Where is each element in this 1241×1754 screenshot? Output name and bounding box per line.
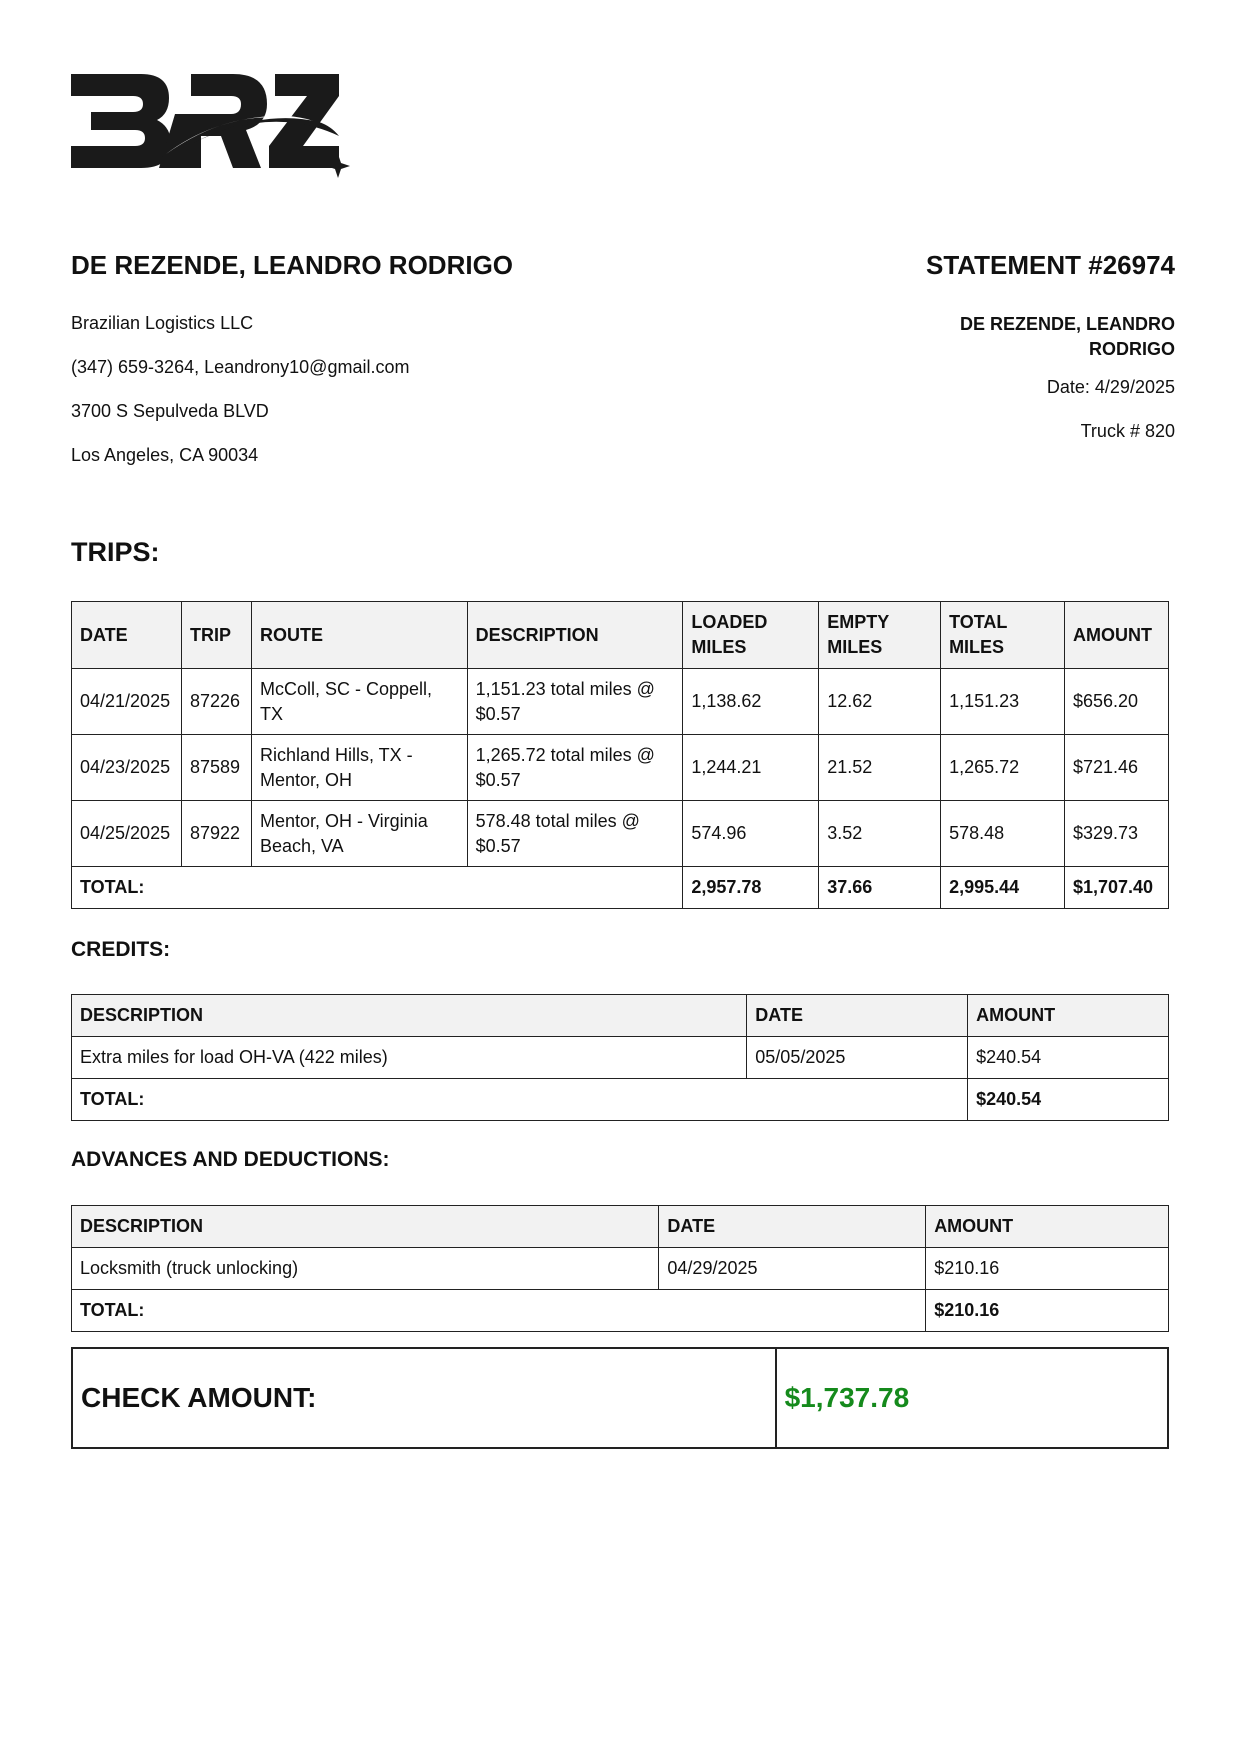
column-header: ROUTE bbox=[251, 602, 467, 669]
truck-number: Truck # 820 bbox=[1080, 421, 1175, 441]
column-header: EMPTY MILES bbox=[819, 602, 941, 669]
trip-date: 04/23/2025 bbox=[72, 735, 182, 801]
total-miles: 578.48 bbox=[941, 801, 1065, 867]
total-loaded-miles: 2,957.78 bbox=[683, 867, 819, 909]
check-amount-label: CHECK AMOUNT: bbox=[72, 1348, 776, 1448]
column-header: AMOUNT bbox=[968, 995, 1169, 1037]
total-total-miles: 2,995.44 bbox=[941, 867, 1065, 909]
total-miles: 1,265.72 bbox=[941, 735, 1065, 801]
check-amount-value: $1,737.78 bbox=[776, 1348, 1168, 1448]
empty-miles: 21.52 bbox=[819, 735, 941, 801]
loaded-miles: 574.96 bbox=[683, 801, 819, 867]
column-header: DESCRIPTION bbox=[72, 1206, 659, 1248]
contact-info: (347) 659-3264, Leandrony10@gmail.com bbox=[71, 357, 410, 377]
trip-amount: $721.46 bbox=[1064, 735, 1168, 801]
total-label: TOTAL: bbox=[72, 867, 683, 909]
table-row bbox=[72, 669, 1169, 735]
loaded-miles: 1,244.21 bbox=[683, 735, 819, 801]
trip-date: 04/25/2025 bbox=[72, 801, 182, 867]
column-header: TOTAL MILES bbox=[941, 602, 1065, 669]
check-row bbox=[72, 1348, 1168, 1448]
statement-date: Date: 4/29/2025 bbox=[1046, 377, 1175, 397]
credits-title: CREDITS: bbox=[71, 938, 171, 961]
column-header: AMOUNT bbox=[1064, 602, 1168, 669]
column-header: DESCRIPTION bbox=[467, 602, 683, 669]
table-row bbox=[72, 735, 1169, 801]
trips-table bbox=[71, 601, 1169, 909]
total-empty-miles: 37.66 bbox=[819, 867, 941, 909]
trip-route: Mentor, OH - Virginia Beach, VA bbox=[251, 801, 467, 867]
credit-amount: $240.54 bbox=[968, 1037, 1169, 1079]
deductions-total-amount: $210.16 bbox=[926, 1290, 1169, 1332]
statement-name-line-2: RODRIGO bbox=[1088, 339, 1175, 359]
credit-description: Extra miles for load OH-VA (422 miles) bbox=[72, 1037, 747, 1079]
deduction-date: 04/29/2025 bbox=[659, 1248, 926, 1290]
total-trip-amount: $1,707.40 bbox=[1064, 867, 1168, 909]
trip-number: 87922 bbox=[181, 801, 251, 867]
brz-logo-icon bbox=[71, 74, 381, 194]
deductions-title: ADVANCES AND DEDUCTIONS: bbox=[71, 1148, 390, 1171]
table-row bbox=[72, 1248, 1169, 1290]
deduction-amount: $210.16 bbox=[926, 1248, 1169, 1290]
credit-date: 05/05/2025 bbox=[747, 1037, 968, 1079]
address-line-1: 3700 S Sepulveda BLVD bbox=[71, 401, 269, 421]
statement-name-line-1: DE REZENDE, LEANDRO bbox=[959, 314, 1175, 334]
table-header-row bbox=[72, 1206, 1169, 1248]
column-header: DATE bbox=[747, 995, 968, 1037]
loaded-miles: 1,138.62 bbox=[683, 669, 819, 735]
column-header: DATE bbox=[659, 1206, 926, 1248]
total-label: TOTAL: bbox=[72, 1290, 926, 1332]
trip-number: 87226 bbox=[181, 669, 251, 735]
trips-title: TRIPS: bbox=[71, 537, 160, 567]
column-header: AMOUNT bbox=[926, 1206, 1169, 1248]
table-row bbox=[72, 801, 1169, 867]
trip-route: McColl, SC - Coppell, TX bbox=[251, 669, 467, 735]
trip-description: 1,265.72 total miles @ $0.57 bbox=[467, 735, 683, 801]
driver-name: DE REZENDE, LEANDRO RODRIGO bbox=[71, 250, 514, 280]
trip-amount: $329.73 bbox=[1064, 801, 1168, 867]
column-header: DATE bbox=[72, 602, 182, 669]
column-header: DESCRIPTION bbox=[72, 995, 747, 1037]
empty-miles: 12.62 bbox=[819, 669, 941, 735]
deductions-total-row bbox=[72, 1290, 1169, 1332]
deduction-description: Locksmith (truck unlocking) bbox=[72, 1248, 659, 1290]
credits-table bbox=[71, 994, 1169, 1121]
total-miles: 1,151.23 bbox=[941, 669, 1065, 735]
column-header: LOADED MILES bbox=[683, 602, 819, 669]
trip-description: 1,151.23 total miles @ $0.57 bbox=[467, 669, 683, 735]
credits-total-amount: $240.54 bbox=[968, 1079, 1169, 1121]
trip-date: 04/21/2025 bbox=[72, 669, 182, 735]
trip-description: 578.48 total miles @ $0.57 bbox=[467, 801, 683, 867]
trips-total-row bbox=[72, 867, 1169, 909]
driver-info bbox=[71, 312, 409, 488]
statement-title: STATEMENT #26974 bbox=[925, 250, 1175, 280]
trip-number: 87589 bbox=[181, 735, 251, 801]
trip-amount: $656.20 bbox=[1064, 669, 1168, 735]
company-name: Brazilian Logistics LLC bbox=[71, 313, 254, 333]
column-header: TRIP bbox=[181, 602, 251, 669]
address-line-2: Los Angeles, CA 90034 bbox=[71, 445, 259, 465]
trip-route: Richland Hills, TX - Mentor, OH bbox=[251, 735, 467, 801]
statement-driver-name bbox=[915, 312, 1175, 362]
credits-total-row bbox=[72, 1079, 1169, 1121]
total-label: TOTAL: bbox=[72, 1079, 968, 1121]
deductions-table bbox=[71, 1205, 1169, 1332]
table-header-row bbox=[72, 995, 1169, 1037]
table-row bbox=[72, 1037, 1169, 1079]
table-header-row bbox=[72, 602, 1169, 669]
empty-miles: 3.52 bbox=[819, 801, 941, 867]
statement-info bbox=[915, 312, 1175, 464]
check-amount-box bbox=[71, 1347, 1169, 1449]
